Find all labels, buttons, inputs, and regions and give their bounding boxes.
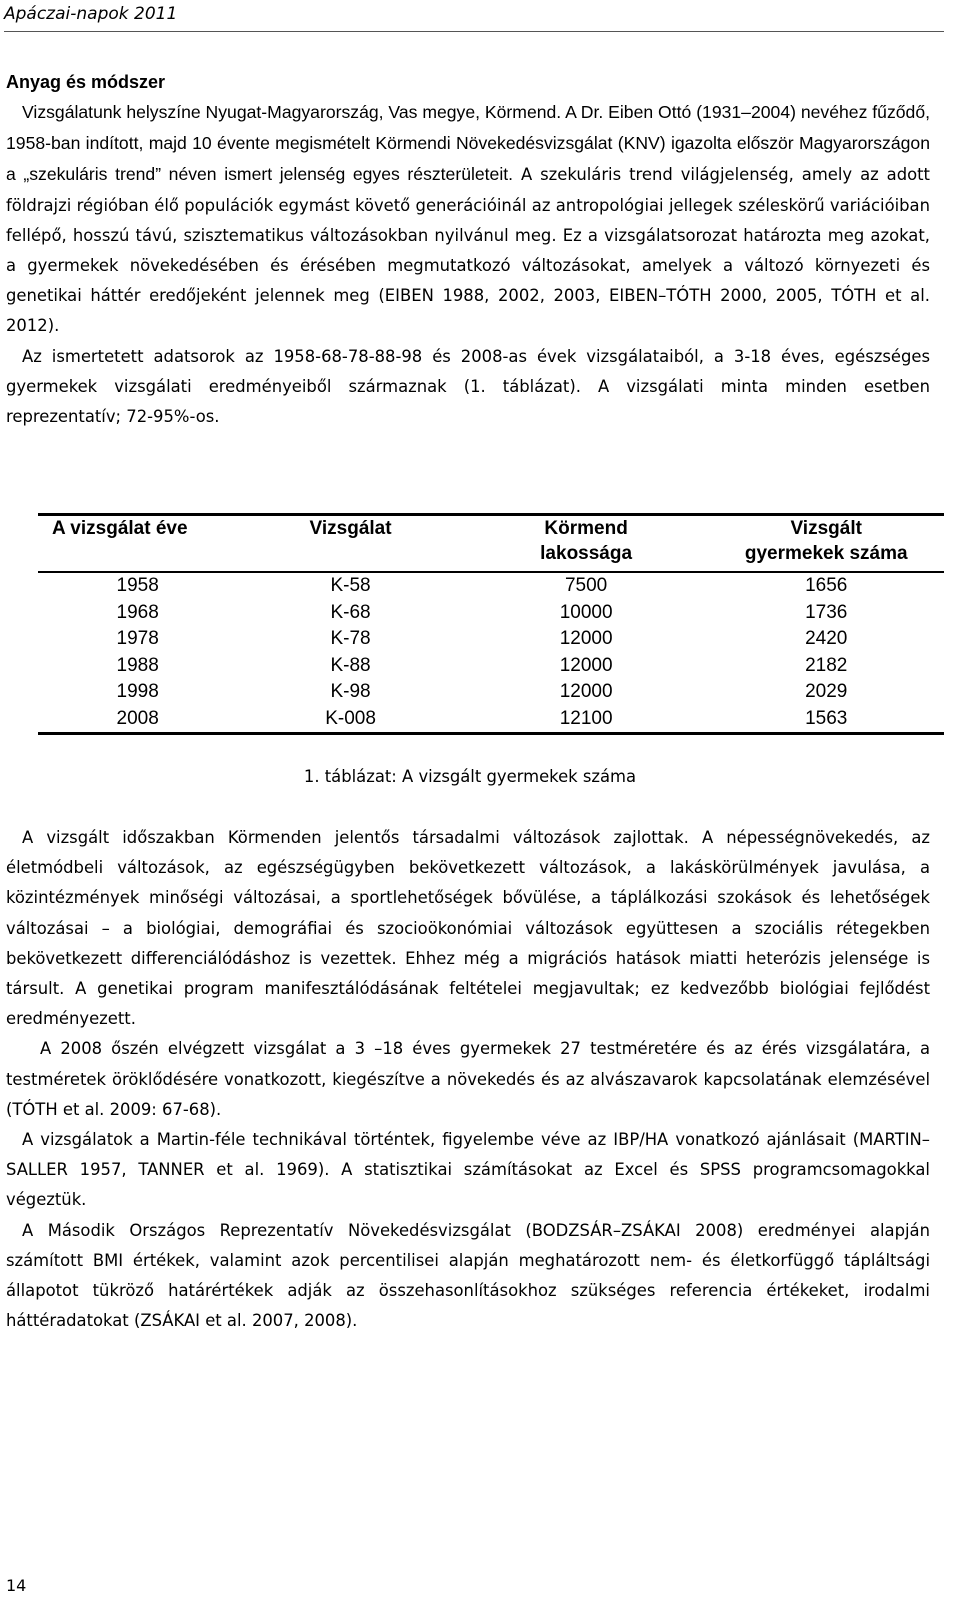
paragraph-5: A vizsgálatok a Martin-féle technikával történtek, figyelembe véve az IBP/HA vonatkozó ajánlásait (MARTIN–SALLER 1957, TANNER et al. 1969). A statisztikai számításokat az Excel és SPSS programcsomagokkal végeztük.: [6, 1130, 930, 1210]
table-row: [38, 653, 944, 680]
table-cell: 1563: [805, 707, 848, 729]
data-table: [38, 513, 944, 737]
main-text-bottom: [6, 823, 930, 1336]
table-cell: 2029: [805, 681, 848, 703]
page-number: 14: [6, 1576, 27, 1595]
table-header-cell: Vizsgálat: [309, 518, 392, 539]
table-cell: 2182: [805, 654, 848, 676]
table-row: [38, 572, 944, 600]
table-cell: K-78: [330, 628, 371, 650]
table-cell: 2008: [116, 707, 159, 729]
table-cell: K-008: [325, 707, 376, 729]
paragraph-4: A 2008 őszén elvégzett vizsgálat a 3 –18 éves gyermekek 27 testméretére és az érés vizsgálatára, a testméretek öröklődésére vonatkozott, kiegészítve a növekedés és az alvászavarok kapcsolatának elemzésével (TÓTH et al. 2009: 67-68).: [6, 1039, 930, 1119]
table-cell: K-88: [330, 654, 371, 676]
table-caption: 1. táblázat: A vizsgált gyermekek száma: [303, 767, 637, 786]
table-row: [38, 706, 944, 734]
table-cell: 12000: [559, 654, 613, 676]
paragraph-1-rest: A szekuláris trend világjelenség, amely az adott földrajzi régióban élő populációk egymást követő generációinál az antropológiai jellegek széleskörű variációiban fellépő, hosszú távú, szisztematikus változásokban nyilvánul meg. Ez a vizsgálatsorozat határozta meg azokat, a gyermekek növekedésében és érésében megmutatkozó változásokat, amelyek a változó környezeti és genetikai háttér eredőjeként jelennek meg (EIBEN 1988, 2002, 2003, EIBEN–TÓTH 2000, 2005, TÓTH et al. 2012).: [6, 165, 930, 336]
main-text-top: [6, 67, 930, 432]
table-cell: K-58: [330, 575, 371, 597]
table-header-cell: A vizsgálat éve: [52, 518, 188, 539]
paragraph-2: Az ismertetett adatsorok az 1958-68-78-88-98 és 2008-as évek vizsgálataiból, a 3-18 éves, egészséges gyermekek vizsgálati eredményeiből származnak (1. táblázat). A vizsgálati minta minden esetben reprezentatív; 72-95%-os.: [6, 346, 930, 427]
table-cell: 1736: [805, 601, 848, 623]
running-header: [4, 1, 944, 32]
paragraph-1: [6, 97, 930, 342]
running-header-title: Apáczai-napok 2011: [4, 4, 178, 24]
table-cell: 1656: [805, 575, 848, 597]
table-row: [38, 679, 944, 706]
table-header-row: [38, 515, 944, 573]
paragraph-3: A vizsgált időszakban Körmenden jelentős társadalmi változások zajlottak. A népességnövekedés, az életmódbeli változások, az egészségügyben bekövetkezett változások, a lakáskörülmények javulása, a közintézmények minőségi változásai, a sportlehetőségek bővülése, a táplálkozási szokások és lehetőségek változásai – a biológiai, demográfiai és szocioökonómiai változások együttesen a szociális rétegekben bekövetkezett differenciálódáshoz is vezettek. Ehhez még a migrációs hatások miatti heterózis jelensége is társult. A genetikai program manifesztálódásának feltételei megjavultak; ez kedvezőbb biológiai fejlődést eredményezett.: [6, 828, 930, 1029]
table-cell: 1958: [116, 575, 159, 597]
section-heading: Anyag és módszer: [6, 72, 166, 92]
table-header-cell: Körmend lakossága: [540, 518, 633, 564]
table-cell: K-68: [330, 601, 371, 623]
table-cell: 1998: [116, 681, 159, 703]
table-cell: 2420: [805, 628, 848, 650]
table-cell: 1988: [116, 654, 159, 676]
table-row: [38, 626, 944, 653]
table-row: [38, 600, 944, 627]
table-cell: 7500: [564, 575, 608, 597]
paragraph-1-lead: Vizsgálatunk helyszíne Nyugat-Magyarország, Vas megye, Körmend. A Dr. Eiben Ottó (1931–2004) nevéhez fűződő, 1958-ban indított, majd 10 évente megismételt Körmendi Növekedésvizsgálat (KNV) igazolta először Magyarországon a „szekuláris trend” néven ismert jelenség egyes részterületeit.: [6, 102, 930, 185]
table-cell: 1978: [116, 628, 159, 650]
table-cell: 1968: [116, 601, 159, 623]
table-header-cell: Vizsgált gyermekek száma: [744, 518, 908, 564]
table-cell: 10000: [559, 601, 613, 623]
table-cell: K-98: [330, 681, 371, 703]
table-cell: 12000: [559, 681, 613, 703]
table-cell: 12100: [559, 707, 613, 729]
paragraph-6: A Második Országos Reprezentatív Növekedésvizsgálat (BODZSÁR–ZSÁKAI 2008) eredményei alapján számított BMI értékek, valamint azok percentilisei alapján meghatározott nem- és életkorfüggő tápláltsági állapotot tükröző határértékek adják az összehasonlításokhoz szükséges referencia értékeket, irodalmi háttéradatokat (ZSÁKAI et al. 2007, 2008).: [6, 1220, 930, 1331]
table-cell: 12000: [559, 628, 613, 650]
